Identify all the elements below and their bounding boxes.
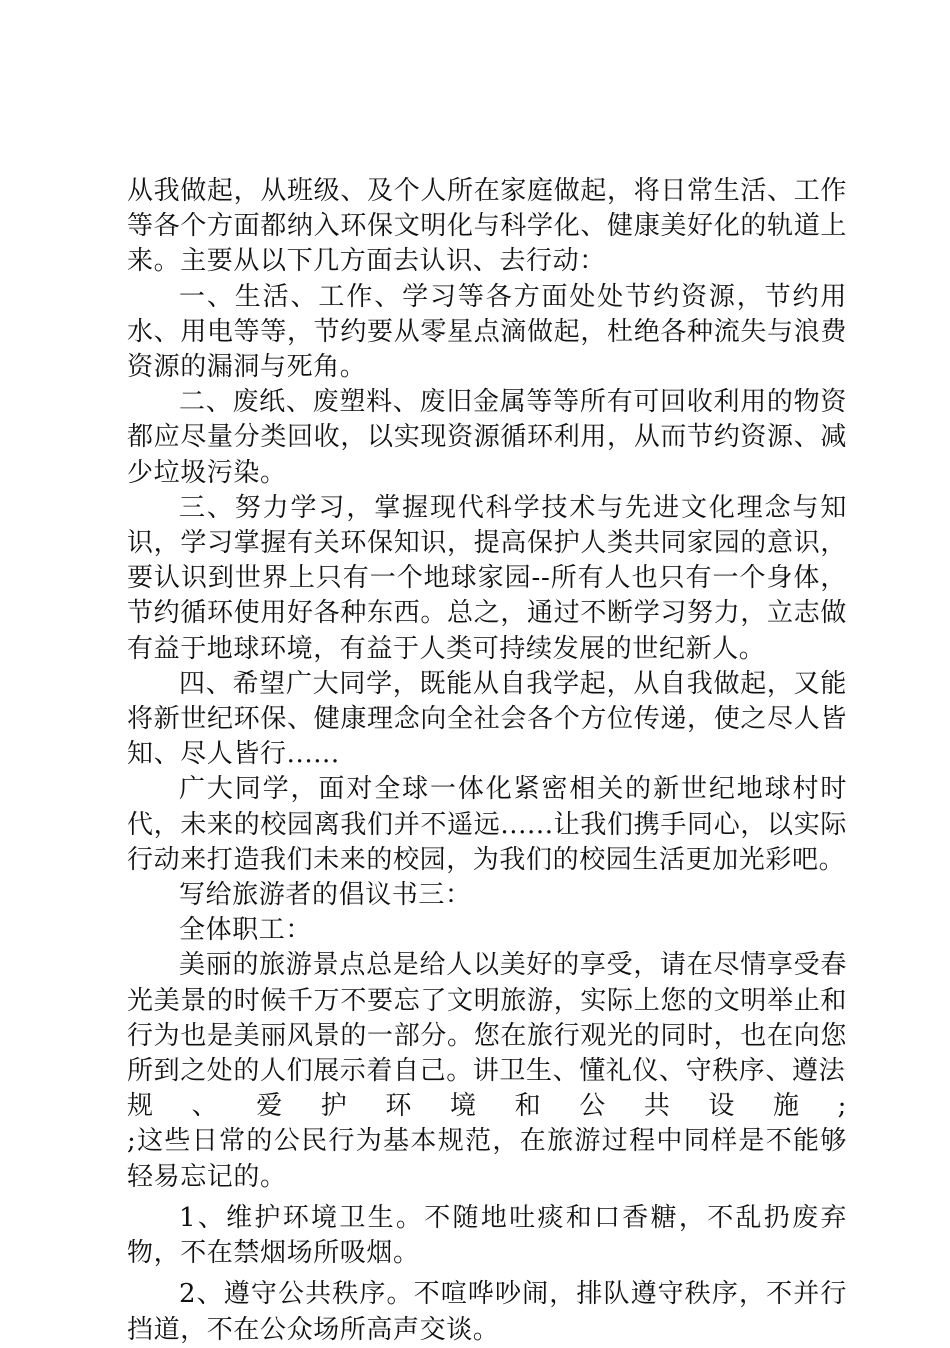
- paragraph-intro: 从我做起，从班级、及个人所在家庭做起，将日常生活、工作等各个方面都纳入环保文明化与科学化、健康美好化的轨道上来。主要从以下几方面去认识、去行动：: [127, 176, 847, 277]
- rule-item-1: 1、维护环境卫生。不随地吐痰和口香糖，不乱扔废弃物，不在禁烟场所吸烟。: [127, 1202, 847, 1269]
- paragraph-item-1: 一、生活、工作、学习等各方面处处节约资源，节约用水、用电等等，节约要从零星点滴做起，杜绝各种流失与浪费资源的漏洞与死角。: [127, 281, 847, 383]
- section-title: 写给旅游者的倡议书三：: [179, 880, 472, 911]
- paragraph-tourism-intro: 美丽的旅游景点总是给人以美好的享受，请在尽情享受春光美景的时候千万不要忘了文明旅游，实际上您的文明举止和行为也是美丽风景的一部分。您在旅行观光的同时，也在向您所到之处的人们展示着自己。讲卫生、懂礼仪、守秩序、遵法: [127, 950, 847, 1087]
- paragraph-item-3: 三、努力学习，掌握现代科学技术与先进文化理念与知识，学习掌握有关环保知识，提高保护人类共同家园的意识，要认识到世界上只有一个地球家园--所有人也只有一个身体，节约循环使用好各种东西。总之，通过不断学习努力，立志做有益于地球环境，有益于人类可持续发展的世纪新人。: [127, 492, 847, 664]
- paragraph-item-2: 二、废纸、废塑料、废旧金属等等所有可回收利用的物资都应尽量分类回收，以实现资源循环利用，从而节约资源、减少垃圾污染。: [127, 387, 847, 488]
- paragraph-tourism-continued: ;这些日常的公民行为基本规范，在旅游过程中同样是不能够轻易忘记的。: [127, 1126, 847, 1192]
- rule-item-2: 2、遵守公共秩序。不喧哗吵闹，排队遵守秩序，不并行挡道，不在公众场所高声交谈。: [127, 1279, 847, 1345]
- paragraph-tourism-spread-line: 规、爱护环境和公共设施;: [127, 1091, 847, 1122]
- salutation: 全体职工：: [179, 915, 313, 946]
- document-body: [127, 174, 847, 1348]
- paragraph-closing: 广大同学，面对全球一体化紧密相关的新世纪地球村时代，未来的校园离我们并不遥远......让我们携手同心，以实际行动来打造我们未来的校园，为我们的校园生活更加光彩吧。: [127, 774, 847, 875]
- paragraph-item-4: 四、希望广大同学，既能从自我学起，从自我做起，又能将新世纪环保、健康理念向全社会各个方位传递，使之尽人皆知、尽人皆行......: [127, 668, 847, 770]
